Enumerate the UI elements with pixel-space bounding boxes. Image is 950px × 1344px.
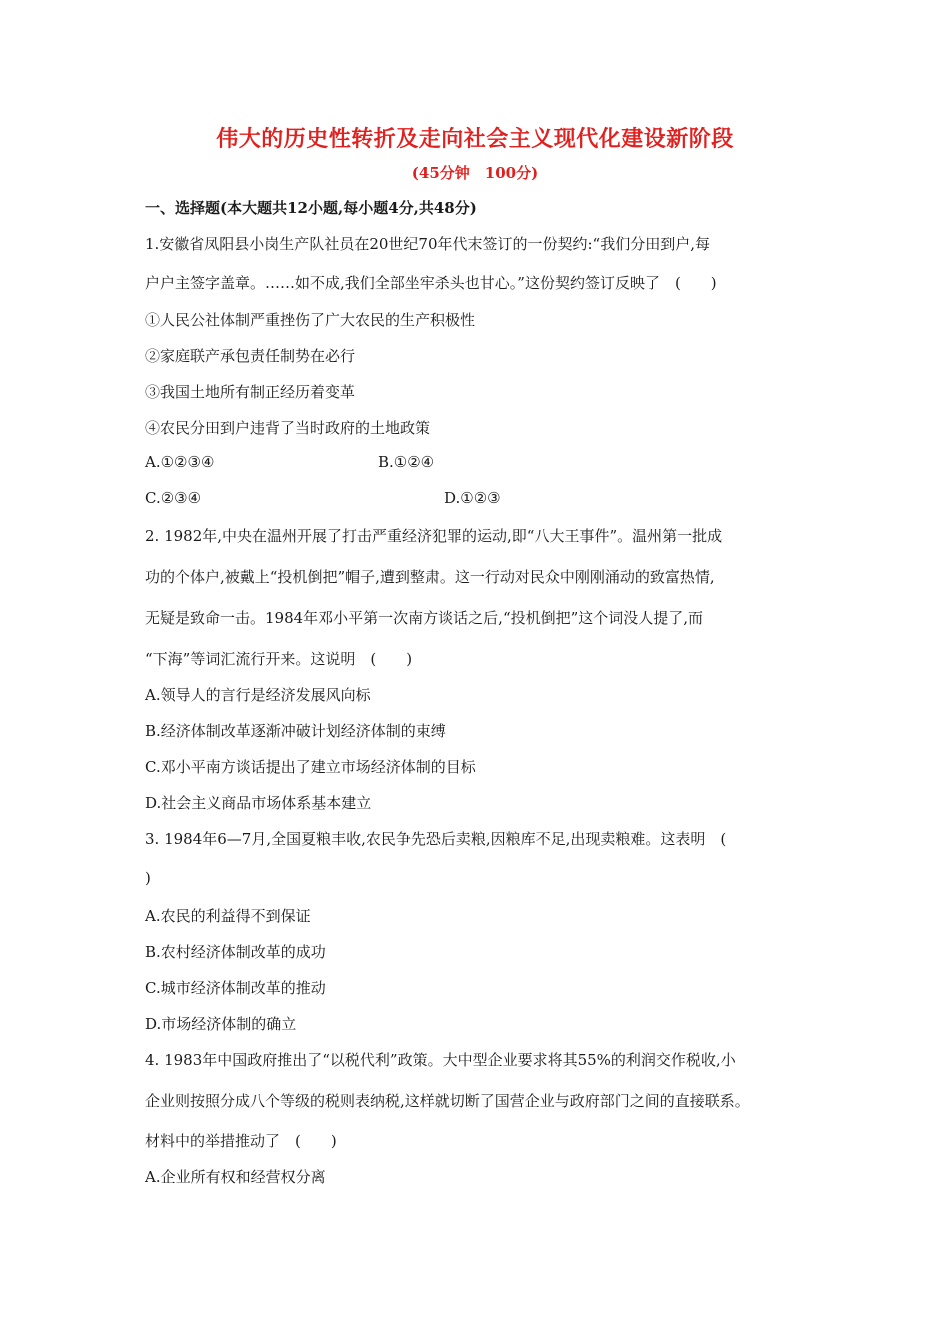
question-3-option-b[interactable]: B.农村经济体制改革的成功	[145, 943, 326, 961]
question-1-statement-2: ②家庭联产承包责任制势在必行	[145, 347, 356, 365]
question-1-option-c[interactable]: C.②③④	[145, 489, 202, 507]
question-1-option-a[interactable]: A.①②③④	[145, 453, 215, 471]
question-1-statement-3: ③我国土地所有制正经历着变革	[145, 383, 356, 401]
question-2-option-a[interactable]: A.领导人的言行是经济发展风向标	[145, 686, 371, 704]
question-3-option-c[interactable]: C.城市经济体制改革的推动	[145, 979, 326, 997]
question-2-stem-line-1: 2. 1982年,中央在温州开展了打击严重经济犯罪的运动,即“八大王事件”。温州第一批成	[145, 527, 723, 545]
question-2-stem-line-2: 功的个体户,被戴上“投机倒把”帽子,遭到整肃。这一行动对民众中刚刚涌动的致富热情,	[145, 568, 715, 586]
time-score-subtitle: (45分钟 100分)	[411, 164, 539, 182]
question-4-stem-line-1: 4. 1983年中国政府推出了“以税代利”政策。大中型企业要求将其55%的利润交作税收,小	[145, 1051, 736, 1069]
question-4-stem-line-3: 材料中的举措推动了 ( )	[145, 1132, 337, 1150]
section-heading: 一、选择题(本大题共12小题,每小题4分,共48分)	[145, 199, 477, 217]
question-2-option-b[interactable]: B.经济体制改革逐渐冲破计划经济体制的束缚	[145, 722, 446, 740]
question-4-option-a[interactable]: A.企业所有权和经营权分离	[145, 1168, 326, 1186]
question-2-option-d[interactable]: D.社会主义商品市场体系基本建立	[145, 794, 372, 812]
question-3-stem-line-2: )	[145, 869, 151, 887]
question-1-option-d[interactable]: D.①②③	[444, 489, 501, 507]
question-2-option-c[interactable]: C.邓小平南方谈话提出了建立市场经济体制的目标	[145, 758, 476, 776]
question-3-option-a[interactable]: A.农民的利益得不到保证	[145, 907, 311, 925]
question-1-stem-line-1: 1.安徽省凤阳县小岗生产队社员在20世纪70年代末签订的一份契约:“我们分田到户,每	[145, 235, 710, 253]
question-1-stem-line-2: 户户主签字盖章。……如不成,我们全部坐牢杀头也甘心。”这份契约签订反映了 ( )	[145, 274, 717, 292]
question-1-option-b[interactable]: B.①②④	[378, 453, 435, 471]
question-3-stem-line-1: 3. 1984年6—7月,全国夏粮丰收,农民争先恐后卖粮,因粮库不足,出现卖粮难。这表明 (	[145, 830, 727, 848]
question-4-stem-line-2: 企业则按照分成八个等级的税则表纳税,这样就切断了国营企业与政府部门之间的直接联系。	[145, 1092, 750, 1110]
question-2-stem-line-4: “下海”等词汇流行开来。这说明 ( )	[145, 650, 413, 668]
page-title: 伟大的历史性转折及走向社会主义现代化建设新阶段	[216, 126, 734, 152]
question-3-option-d[interactable]: D.市场经济体制的确立	[145, 1015, 297, 1033]
question-2-stem-line-3: 无疑是致命一击。1984年邓小平第一次南方谈话之后,“投机倒把”这个词没人提了,而	[145, 609, 704, 627]
question-1-statement-1: ①人民公社体制严重挫伤了广大农民的生产积极性	[145, 311, 476, 329]
question-1-statement-4: ④农民分田到户违背了当时政府的土地政策	[145, 419, 431, 437]
